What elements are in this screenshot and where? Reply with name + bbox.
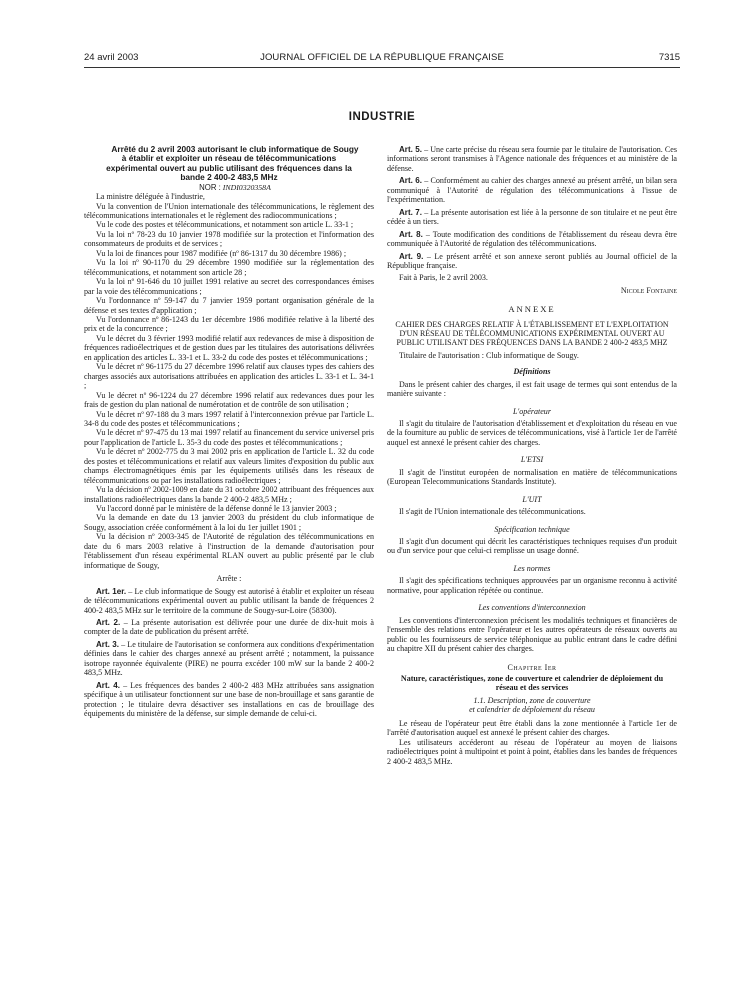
article-label: Art. 5. bbox=[399, 145, 422, 154]
definition-term: L'opérateur bbox=[513, 406, 551, 416]
body-paragraph: Le réseau de l'opérateur peut être établi dans la zone mentionnée à l'article 1er de l'arrêté d'autorisation auquel est annexé le présent cahier des charges. bbox=[387, 718, 677, 738]
definition-term: L'UIT bbox=[522, 494, 542, 504]
page-number: 7315 bbox=[658, 52, 680, 63]
definition-text: Il s'agit d'un document qui décrit les caractéristiques techniques requises d'un produit ou d'un service pour que celui-ci remplisse un usage donné. bbox=[387, 537, 677, 556]
definitions-heading: Définitions bbox=[513, 367, 551, 377]
arrete-label: Arrête : bbox=[216, 574, 242, 584]
article-text: – Conformément au cahier des charges annexé au présent arrêté, un bilan sera communiqué à l'Autorité de régulation des télécommunications à l'issue de l'expérimentation. bbox=[387, 176, 677, 205]
journal-title: JOURNAL OFFICIEL DE LA RÉPUBLIQUE FRANÇAISE bbox=[260, 52, 504, 63]
definition-term: Les conventions d'interconnexion bbox=[478, 603, 586, 613]
annexe-heading: ANNEXE bbox=[508, 304, 556, 315]
article-text: – Toute modification des conditions de l'établissement du réseau devra être communiquée à l'Autorité de régulation des télécommunications. bbox=[387, 229, 677, 249]
article-label: Art. 6. bbox=[399, 176, 423, 186]
visa-item: Vu l'accord donné par le ministère de la défense donné le 13 janvier 2003 ; bbox=[96, 504, 337, 514]
final-paragraphs bbox=[387, 719, 677, 766]
visa-item: Vu le décret nº 96-1224 du 27 décembre 1996 relatif aux redevances dues pour les frais de gestion du plan national de numérotation et de contrôle de son utilisation ; bbox=[84, 390, 374, 410]
visa-item: Vu l'ordonnance nº 86-1243 du 1er décembre 1986 modifiée relative à la liberté des prix et de la concurrence ; bbox=[84, 314, 374, 334]
definition-term: Les normes bbox=[513, 563, 551, 573]
article-item bbox=[84, 681, 374, 719]
definitions-list bbox=[387, 407, 677, 654]
intro-line: La ministre déléguée à l'industrie, bbox=[96, 192, 205, 202]
visa-item: Vu le décret nº 97-475 du 13 mai 1997 relatif au financement du service universel pris pour l'application de l'article L. 35-3 du code des postes et télécommunications ; bbox=[84, 428, 374, 447]
visa-item: Vu le code des postes et télécommunications, et notamment son article L. 33-1 ; bbox=[96, 220, 354, 230]
article-text: – La présente autorisation est liée à la personne de son titulaire et ne peut être cédée à un tiers. bbox=[387, 207, 678, 227]
visa-item: Vu le décret nº 2002-775 du 3 mai 2002 pris en application de l'article L. 32 du code des postes et télécommunications et relatif aux valeurs limites d'exposition du public aux champs électromagnétiques émis par les équipements utilisés dans les réseaux de télécommunications ou par les installations radioélectriques ; bbox=[84, 447, 374, 485]
definition-term: L'ETSI bbox=[520, 455, 544, 465]
article-label: Art. 8. bbox=[399, 229, 423, 239]
article-text: – Le titulaire de l'autorisation se conformera aux conditions d'expérimentation définies dans le cahier des charges annexé au présent arrêté ; notamment, la puissance isotrope rayonnée équivalente (PIRE) ne pourra excéder 100 mW sur la bande 2 400-2 483,5 MHz. bbox=[84, 639, 374, 678]
visa-item: Vu la décision nº 2002-1009 en date du 31 octobre 2002 attribuant des fréquences aux installations radioélectriques dans la bande 2 400-2 483,5 MHz ; bbox=[84, 485, 374, 504]
nor-reference bbox=[84, 183, 374, 192]
right-column bbox=[387, 145, 677, 766]
definitions-intro: Dans le présent cahier des charges, il est fait usage de termes qui sont entendus de la manière suivante : bbox=[387, 379, 677, 399]
article-text: – Le présent arrêté et son annexe seront publiés au Journal officiel de la République française. bbox=[387, 251, 677, 270]
definition-text: Il s'agit des spécifications techniques approuvées par un organisme reconnu à activité normative, pour application répétée ou continue. bbox=[387, 576, 677, 595]
signing-place-date: Fait à Paris, le 2 avril 2003. bbox=[399, 273, 488, 283]
page-header bbox=[84, 52, 680, 68]
article-text: – Le club informatique de Sougy est autorisé à établir et exploiter un réseau de télécommunications expérimental ouvert au public utilisant la bande de fréquences 2 400-2 483,5 MHz sur le territoire de la commune de Sougy-sur-Loire (58300). bbox=[84, 586, 375, 615]
article-item bbox=[387, 176, 677, 204]
article-label: Art. 9. bbox=[399, 251, 424, 261]
subsection-heading-2: et calendrier de déploiement du réseau bbox=[469, 705, 595, 715]
visa-item: Vu le décret du 3 février 1993 modifié relatif aux redevances de mise à disposition de fréquences radioélectriques et de gestion dues par les titulaires des autorisations délivrées en application des articles L. 33-1 et L. 33-2 du code des postes et télécommunications ; bbox=[84, 333, 374, 362]
article-item bbox=[387, 145, 677, 173]
visa-item: Vu la loi de finances pour 1987 modifiée (nº 86-1317 du 30 décembre 1986) ; bbox=[96, 248, 347, 258]
header-rule bbox=[84, 67, 680, 68]
article-item bbox=[84, 587, 374, 615]
article-label: Art. 4. bbox=[96, 680, 120, 690]
definition-text: Il s'agit du titulaire de l'autorisation d'établissement et d'exploitation du réseau en vue de la fourniture au public de services de télécommunications, visé à l'article 1er de l'arrêté auquel est annexé le présent cahier des charges. bbox=[387, 418, 677, 447]
visa-item: Vu le décret nº 96-1175 du 27 décembre 1996 relatif aux clauses types des cahiers des charges associés aux autorisations attribuées en application des articles L. 33-1 et L. 34-1 ; bbox=[84, 362, 374, 391]
article-item bbox=[84, 640, 374, 678]
article-item bbox=[84, 618, 374, 637]
article-label: Art. 2. bbox=[96, 618, 121, 628]
definition-text: Il s'agit de l'institut européen de normalisation en matière de télécommunications (European Telecommunications Standards Institute). bbox=[387, 467, 677, 487]
cahier-title: CAHIER DES CHARGES RELATIF À L'ÉTABLISSEMENT ET L'EXPLOITATION D'UN RÉSEAU DE TÉLÉCOMMUNICATIONS EXPÉRIMENTAL OUVERT AU PUBLIC UTILISANT DES FRÉQUENCES DANS LA BANDE 2 400-2 483,5 MHZ bbox=[395, 319, 669, 348]
article-item bbox=[387, 208, 677, 227]
article-text: – Une carte précise du réseau sera fournie par le titulaire de l'autorisation. Ces informations seront transmises à l'Agence nationale des fréquences et au ministère de la défense. bbox=[387, 145, 677, 173]
article-label: Art. 7. bbox=[399, 207, 423, 217]
definition-text: Les conventions d'interconnexion précisent les modalités techniques et financières de l'ensemble des relations entre l'opérateur et les autres opérateurs de réseaux ouverts au public ou les fournisseurs de service téléphonique au public entrant dans le cadre défini au chapitre XII du présent cahier des charges. bbox=[387, 615, 677, 654]
article-text: – La présente autorisation est délivrée pour une durée de dix-huit mois à compter de la date de publication du présent arrêté. bbox=[84, 618, 374, 637]
visa-item: Vu la décision nº 2003-345 de l'Autorité de régulation des télécommunications en date du 6 mars 2003 relative à l'instruction de la demande d'autorisation pour l'établissement d'un réseau expérimental RLAN ouvert au public présenté par le club informatique de Sougy, bbox=[84, 532, 374, 570]
article-label: Art. 1er. bbox=[96, 586, 127, 596]
signatory: Nicole Fontaine bbox=[620, 285, 677, 295]
left-column bbox=[84, 145, 374, 722]
article-item bbox=[387, 252, 677, 271]
definition-term: Spécification technique bbox=[494, 524, 570, 534]
visa-item: Vu la demande en date du 13 janvier 2003 du président du club informatique de Sougy, association créée conformément à la loi du 1er juillet 1901 ; bbox=[84, 513, 374, 532]
article-item bbox=[387, 230, 677, 249]
right-articles bbox=[387, 145, 677, 270]
article-text: – Les fréquences des bandes 2 400-2 483 MHz attribuées sans assignation spécifique à un utilisateur fonctionnent sur une base de non-brouillage et sans garantie de protection ; le titulaire devra désactiver ses installations en cas de brouillage des équipements du ministère de la défense, sur simple demande de celui-ci. bbox=[84, 680, 375, 719]
body-paragraph: Les utilisateurs accéderont au réseau de l'opérateur au moyen de liaisons radioélectriques point à multipoint et point à point, établies dans les bandes de fréquences 2 400-2 483,5 MHz. bbox=[387, 737, 677, 766]
nor-code: INDI0320358A bbox=[222, 182, 271, 192]
titulaire-line: Titulaire de l'autorisation : Club informatique de Sougy. bbox=[399, 350, 579, 360]
decree-title: Arrêté du 2 avril 2003 autorisant le club informatique de Sougy à établir et exploiter un réseau de télécommunications expérimental ouvert au public utilisant des fréquences dans la bande 2 400-2 483,5 MHz bbox=[106, 144, 359, 183]
visa-item: Vu la loi nº 91-646 du 10 juillet 1991 relative au secret des correspondances émises par la voie des télécommunications ; bbox=[84, 277, 374, 296]
section-title: INDUSTRIE bbox=[348, 111, 416, 123]
subsection-heading-1: 1.1. Description, zone de couverture bbox=[473, 695, 591, 705]
nor-label: NOR : bbox=[199, 182, 221, 192]
definition-text: Il s'agit de l'Union internationale des télécommunications. bbox=[399, 507, 586, 517]
chapter-title: Nature, caractéristiques, zone de couverture et calendrier de déploiement du réseau et des services bbox=[400, 674, 664, 693]
visa-item: Vu la loi nº 78-23 du 10 janvier 1978 modifiée sur la protection et l'information des consommateurs de produits et de services ; bbox=[84, 229, 374, 249]
visa-list bbox=[84, 202, 374, 571]
chapter-heading: Chapitre Ier bbox=[507, 662, 557, 672]
left-articles bbox=[84, 587, 374, 719]
visa-item: Vu la loi nº 90-1170 du 29 décembre 1990 modifiée sur la réglementation des télécommunications, et notamment son article 28 ; bbox=[84, 258, 374, 277]
header-date: 24 avril 2003 bbox=[84, 52, 139, 63]
visa-item: Vu la convention de l'Union internationale des télécommunications, le règlement des télécommunications internationales et le règlement des radiocommunications ; bbox=[84, 201, 374, 220]
visa-item: Vu le décret nº 97-188 du 3 mars 1997 relatif à l'interconnexion prévue par l'article L. 34-8 du code des postes et télécommunications ; bbox=[84, 409, 374, 428]
article-label: Art. 3. bbox=[96, 639, 119, 649]
visa-item: Vu l'ordonnance nº 59-147 du 7 janvier 1959 portant organisation générale de la défense et ses textes d'application ; bbox=[84, 296, 374, 315]
